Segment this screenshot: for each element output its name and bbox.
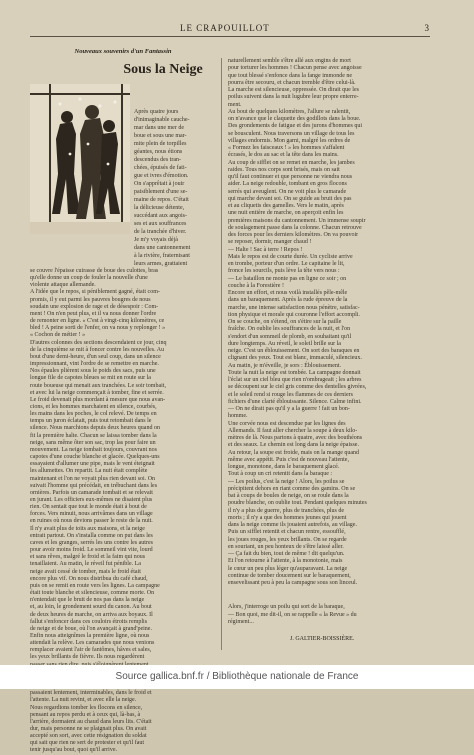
column-divider — [221, 58, 222, 650]
text-line: pourra être secouru, et chacun tremble d'être celui-là. — [228, 79, 356, 86]
publication-title: LE CRAPOUILLOT — [180, 23, 270, 33]
text-line: bout d'une demi-heure, d'un seul coup, dans un silence — [30, 353, 161, 360]
left-intro-text — [134, 108, 218, 268]
text-line: en trombe, porteur d'un ordre. Le capitaine le lit, — [228, 261, 345, 267]
text-line: A l'idée que le repos, si péniblement gagné, était com- — [30, 289, 160, 296]
text-line: n'entendait que le bruit de nos pas dans la neige — [30, 597, 145, 604]
text-line: qui marche devant soi. On se guide au bruit des pas — [228, 195, 352, 202]
text-line: en ruines où nous devions passer le reste de la nuit. — [30, 518, 153, 525]
text-line: se couvre l'épaisse cuirasse de boue des culottes, bras — [30, 268, 159, 274]
text-line: temps un juron éclatait, puis tout retombait dans le — [30, 418, 152, 425]
text-line: marche, une intense satisfaction nous pénètre, satisfac- — [228, 304, 360, 311]
text-line: succédant aux angois- — [134, 213, 187, 219]
text-line: caves et les granges, serrés les uns contre les autres — [30, 539, 153, 546]
woodcut-illustration — [30, 84, 130, 234]
text-line: et des seaux. Le chemin est long dans la neige épaisse. — [228, 442, 359, 449]
text-line: gue et ivres d'émotion. — [134, 173, 189, 179]
text-line: il n'y a plus de guerre, plus de tranchées, plus de — [228, 507, 345, 514]
text-line: dans la neige comme ils jouaient autrefois, au village. — [228, 522, 357, 528]
text-line: précipitent dehors en riant comme des gamins. On se — [228, 485, 356, 492]
text-line: la délicieuse détente, — [134, 205, 185, 211]
text-line: mite plein de torpilles — [134, 141, 187, 147]
text-line: D'autres colonnes des sections descendaient ce jour, cinq — [30, 339, 167, 346]
text-line: les joues rouges, les yeux brillants. On se regarde — [228, 536, 347, 543]
text-line: morts ; il n'y a que des hommes jeunes qui jouent — [228, 514, 347, 521]
text-line: Au retour, la soupe est froide, mais on la mange quand — [228, 449, 360, 456]
text-line: pensant au repos perdu et à ceux qui, là-bas, à — [30, 711, 141, 718]
text-line: Alors, j'interroge un poilu qui sort de la baraque, — [228, 604, 345, 610]
text-line: ensevelissant peu à peu la campagne sous son linceul. — [228, 580, 358, 586]
soldiers-in-snow-image — [30, 84, 130, 234]
left-column — [30, 48, 216, 84]
text-line: bat à coups de boules de neige, on se roule dans la — [228, 493, 349, 499]
text-line: — Ça fait du bien, tout de même ! dit quelqu'un. — [228, 551, 345, 557]
text-line: Allemands. Il faut aller chercher la soupe à deux kilo- — [228, 427, 358, 434]
text-line: était toute blanche et silencieuse, comme morte. On — [30, 590, 155, 597]
text-line: mouvement. La neige tombait toujours, couvrant nos — [30, 446, 157, 453]
text-line: — Les poilus, c'est la neige ! Alors, les poilus se — [228, 478, 345, 485]
text-line: mar dans une mer de — [134, 125, 184, 131]
text-line: les mains dans les poches, le col relevé. De temps en — [30, 411, 157, 418]
text-line: essayaient d'allumer une pipe, mais le vent éteignait — [30, 461, 155, 468]
text-line: boue et sous une mar- — [134, 133, 187, 139]
text-line: dans un baraquement. Après la rude épreuve de la — [228, 297, 348, 304]
text-line: se découpent sur le ciel gris comme des dentelles givrées, — [228, 384, 367, 391]
text-line: Une corvée nous est descendue par les lignes des — [228, 420, 346, 427]
text-line: Des grondements de fatigue et des jurons d'hommes qui — [228, 123, 363, 130]
text-line: neige avait cessé de tomber, mais le froid était — [30, 568, 141, 575]
text-line: maintenant et l'on ne voyait plus rien devant soi. On — [30, 475, 156, 482]
closing-text — [228, 604, 428, 627]
text-line: longue file de capotes bleues se mit en route sur la — [30, 375, 151, 382]
text-line: écrasés, le dos au sac et la tête dans les mains. — [228, 152, 339, 159]
text-line: La marche est silencieuse, oppressée. On dirait que les — [228, 87, 359, 93]
text-line: se reposer, dormir, manger chaud ! — [228, 239, 312, 246]
text-line: une nuit entière de marche, on aperçoit enfin les — [228, 210, 344, 217]
text-line: route boueuse qui menait aux tranchées. Le soir tombait, — [30, 382, 166, 389]
text-line: des forces pour les derniers kilomètres. On va pouvoir — [228, 232, 359, 238]
text-line: en jurant. Les officiers eux-mêmes ne disaient plus — [30, 497, 153, 503]
text-line: encore plus vif. On nous distribua du café chaud, — [30, 575, 148, 582]
text-line: fit la première halte. Chacun se laissa tomber dans la — [30, 432, 157, 439]
text-line: entrait partout. On s'installa comme on put dans les — [30, 532, 153, 539]
right-body-text — [228, 58, 428, 598]
text-line: attendait la relève. Les camarades que nous venions — [30, 640, 155, 647]
text-line: Je m'y voyais déjà — [134, 237, 178, 243]
text-line: dur, mais personne ne se plaignait plus. On avait — [30, 726, 147, 732]
text-line: Au coup de sifflet on se remet en marche, les jambes — [228, 159, 355, 166]
text-line: ses et aux souffrances — [134, 221, 187, 227]
text-line: serrés qui aveuglent. On ne voit plus le camarade — [228, 188, 347, 195]
text-line: même avec appétit. Puis c'est de nouveau l'attente, — [228, 456, 349, 463]
text-line: l'attente. La nuit revint, et avec elle la neige. — [30, 697, 137, 704]
text-line: villages endormis. Mon garni, malgré les ordres de — [228, 137, 351, 144]
text-line: suivait l'homme qui précédait, en trébuchant dans les — [30, 482, 158, 489]
text-line: passaient lentement, interminables, dans le froid et — [30, 690, 152, 697]
text-line: maine de repos. C'était — [134, 197, 189, 203]
text-line: — Le bataillon ne monte pas en ligne ce soir ; on — [228, 275, 347, 282]
text-line: Mais le repos est de courte durée. Un cycliste arrive — [228, 253, 353, 260]
text-line: impressionnant, vint l'ordre de se remettre en marche. — [30, 361, 159, 368]
article-subtitle: Nouveaux souvenirs d'un Fantassin — [74, 48, 172, 55]
text-line: Et l'on retourne à l'attente, à la monotonie, mais — [228, 558, 343, 565]
text-line: de deux heures de marche, on arriva aux boyaux. Il — [30, 611, 153, 618]
text-line: mètres de là. Nous partons à quatre, avec des bouthéons — [228, 435, 363, 441]
text-line: remplacer avaient l'air de fantômes, hâves et sales, — [30, 647, 152, 654]
text-line: cions, et les hommes marchaient en silence, courbés, — [30, 403, 157, 410]
text-line: et au cliquetis des gamelles. Vers le matin, après — [228, 203, 344, 209]
text-line: Il n'y avait plus de toits aux maisons, et la neige — [30, 525, 145, 532]
text-line: — Bon quoi, me dit-il, on se rappelle « la Revue » du — [228, 611, 357, 618]
text-line: leurs armes, grattaient — [134, 261, 188, 267]
text-line: de soulagement passe dans la colonne. Chacun retrouve — [228, 224, 362, 231]
author-signature: J. GALTIER-BOISSIÈRE. — [290, 636, 355, 642]
text-line: raides. Tous nos corps sont brisés, mais on sait — [228, 166, 340, 173]
text-line: l'arrière, dormaient au chaud dans leurs lits. C'était — [30, 718, 152, 725]
text-line: ment ! On n'en peut plus, et il va nous donner l'ordre — [30, 310, 157, 317]
text-line: le cœur un peu plus léger qu'auparavant. La neige — [228, 565, 348, 572]
text-line: longue, monotone, dans le baraquement glacé. — [228, 464, 340, 470]
text-line: s'endort d'un sommeil de plomb, en souhaitant qu'il — [228, 333, 352, 340]
text-line: Au bout de quelques kilomètres, l'allure se ralentit, — [228, 108, 351, 115]
text-line: se bousculent. Nous traversons un village de tous les — [228, 130, 355, 137]
text-line: Toute la nuit la neige est tombée. La campagne donnait — [228, 369, 361, 376]
text-line: descendus des tran- — [134, 157, 181, 163]
text-line: neige. C'est un éblouissement. On sort des baraques en — [228, 348, 360, 354]
text-line: silence. Nous marchions depuis deux heures quand on — [30, 425, 160, 432]
text-line: « Cochon de métier ! » — [30, 332, 86, 339]
text-line: poudre blanche, on oublie tout. Pendant quelques minutes — [228, 500, 367, 507]
article-title: Sous la Neige — [123, 62, 203, 78]
text-line: fraîche. On oublie les souffrances de la nuit, et l'on — [228, 326, 351, 333]
text-line: dans une cantonnement — [134, 245, 191, 251]
text-line: homme. — [228, 413, 248, 420]
text-line: fichiers d'une clarté éblouissante. Silence. Calme infini. — [228, 398, 362, 405]
page-number: 3 — [424, 23, 430, 33]
text-line: Puis un sifflet retentit et chacun rentre, essoufflé, — [228, 529, 346, 536]
text-line: que tout blessé s'enfonce dans la fange immonde ne — [228, 72, 353, 79]
text-line: « Formez les faisceaux ! » les hommes s'affalent — [228, 145, 345, 151]
text-line: neige, sans même ôter son sac, trop las pour faire un — [30, 439, 156, 446]
text-line: continue de tomber doucement sur le baraquement, — [228, 572, 351, 579]
text-line: promis, il y eut parmi les pauvres bougres de nous — [30, 296, 151, 303]
text-line: et le soleil rend si rouge les flammes de ces derniers — [228, 391, 353, 398]
text-line: Après quatre jours — [134, 109, 179, 115]
text-line: capotes d'une couche blanche et glacée. Quelques-uns — [30, 454, 160, 461]
text-line: Enfin nous atteignîmes la première ligne, où nous — [30, 632, 150, 639]
text-line: — On ne dirait pas qu'il y a la guerre ! fait un bon- — [228, 406, 350, 412]
text-line: Le froid devenait plus mordant à mesure que nous avan- — [30, 396, 166, 403]
text-line: en souriant, un peu honteux de s'être laissé aller. — [228, 543, 344, 550]
text-line: violente attaque allemande. — [30, 282, 96, 289]
text-line: Nous regardions tomber les flocons en silence, — [30, 704, 143, 711]
text-line: naturellement semble s'être allé aux engins de mort — [228, 58, 351, 64]
text-line: les yeux brillants de fièvre. Ils nous regardèrent — [30, 654, 145, 661]
text-line: puis on se remit en route vers les lignes. La campagne — [30, 582, 160, 589]
text-line: premières maisons du cantonnement. Un immense soupir — [228, 217, 366, 224]
text-line: régiment... — [228, 619, 254, 625]
text-line: chées, épuisés de fati- — [134, 165, 187, 171]
text-line: On s'apprêtait à jouir — [134, 181, 185, 187]
text-line: dure longtemps. Au réveil, le soleil brille sur la — [228, 340, 341, 347]
text-line: qu'il faut continuer et que personne ne viendra nous — [228, 174, 353, 180]
text-line: rien. On sentait que tout le monde était à bout de — [30, 504, 147, 511]
text-line: paisiblement d'une se- — [134, 189, 188, 195]
left-body-text — [30, 268, 216, 754]
text-line: tenir jusqu'au bout, quoi qu'il arrive. — [30, 747, 117, 754]
text-line: l'éclat sur un ciel bleu que rien n'ombrageait ; les arbres — [228, 377, 362, 383]
text-line: tenaillaient. Au matin, le réveil fut pénible. La — [30, 561, 141, 568]
text-line: soudain une explosion de rage et de désespoir : Com- — [30, 303, 159, 310]
text-line: fallut s'enfoncer dans ces couloirs étroits remplis — [30, 618, 148, 625]
text-line: — Halte ! Sac à terre ! Repos ! — [228, 246, 303, 253]
text-line: Nos épaules plièrent sous le poids des sacs, puis une — [30, 368, 156, 375]
text-line: aider. La neige redouble, tombant en gros flocons — [228, 181, 347, 188]
text-line: de remonter en ligne. « C'est à vingt-cinq kilomètres, ce — [30, 318, 165, 325]
text-line: Au matin, je m'éveille, je sors : Éblouissement. — [228, 362, 342, 369]
text-line: clignant des yeux. Tout est blanc, immaculé, silencieux. — [228, 355, 362, 362]
text-line: pour avoir moins froid. Le sommeil vint vite, lourd — [30, 547, 153, 554]
text-line: tion physique et morale qui couronne l'effort accompli. — [228, 311, 360, 318]
text-line: couche à la Forestière ! — [228, 282, 284, 289]
text-line: ment. — [228, 101, 242, 108]
text-line: et avec lui la neige commençait à tomber, fine et serrée. — [30, 389, 164, 396]
source-footer: Source gallica.bnf.fr / Bibliothèque nationale de France — [0, 665, 474, 689]
text-line: poilus suivent dans la nuit lugubre leur propre enterre- — [228, 94, 359, 101]
text-line: ornières. Parfois un camarade tombait et se relevait — [30, 489, 153, 496]
text-line: bled ! A peine sorti de l'enfer, on va nous y replonger ! » — [30, 325, 166, 332]
text-line: à la rivière, fraternisant — [134, 253, 190, 259]
text-line: accepté son sort, avec cette résignation du soldat — [30, 733, 147, 740]
text-line: et sans rêves, malgré le froid et la faim qui nous — [30, 554, 146, 561]
text-line: d'inimaginable cauche- — [134, 117, 190, 123]
text-line: les allumettes. On repartit. La nuit était complète — [30, 468, 148, 475]
text-line: qu'elle donne un coup de fouler la nouvelle d'une — [30, 275, 148, 282]
text-line: de la tranchée d'hiver. — [134, 229, 187, 235]
text-line: géantes, nous étions — [134, 149, 183, 155]
text-line: pour torturer les hommes ! Chacun pense avec angoisse — [228, 65, 362, 72]
text-line: qui sait que rien ne sert de protester et qu'il faut — [30, 740, 145, 747]
text-line: de neige et de boue, où l'on avançait à grand'peine. — [30, 625, 152, 632]
text-line: Tout à coup un cri retentit dans la baraque : — [228, 471, 333, 478]
text-line: On se couche, on s'étend, on s'étire sur la paille — [228, 319, 342, 325]
text-line: forces. Vers minuit, nous arrivâmes dans un village — [30, 511, 153, 518]
text-line: et, au loin, le grondement sourd du canon. Au bout — [30, 604, 152, 611]
text-line: de la cinquième se mit à foncer contre les nouvelles. Au — [30, 346, 165, 353]
text-line: fronce les sourcils, puis lève la tête vers nous : — [228, 268, 340, 275]
page-header — [30, 22, 430, 37]
text-line: on n'avance que le claquette des godillots dans la boue. — [228, 116, 361, 122]
text-line: Encore un effort, et nous voilà installés pêle-mêle — [228, 290, 348, 296]
